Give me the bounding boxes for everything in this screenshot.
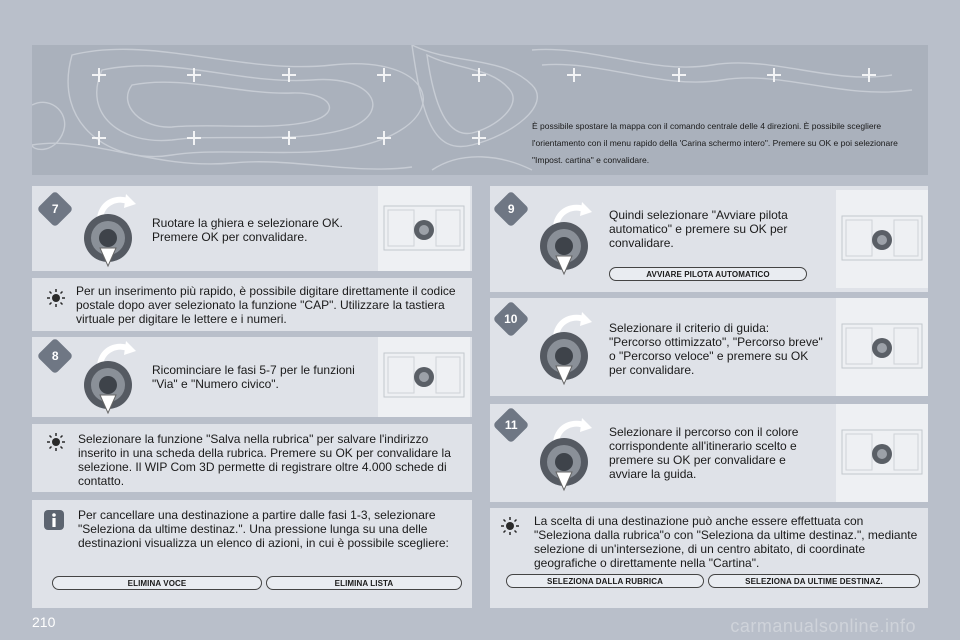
tip-panel-1 [32, 278, 472, 331]
light-bulb-icon [500, 516, 520, 536]
radio-device-illustration [836, 190, 928, 288]
step-10-text: Selezionare il criterio di guida: "Percorso ottimizzato", "Percorso breve" o "Percorso veloce" e premere su OK per convalidare. [609, 321, 823, 377]
info-panel [32, 500, 472, 608]
select-from-recent-destinations-button[interactable]: SELEZIONA DA ULTIME DESTINAZ. [708, 574, 920, 588]
radio-device-illustration [378, 337, 470, 417]
step-panel-9 [490, 186, 928, 292]
step-panel-7 [32, 186, 472, 271]
step-panel-8 [32, 337, 472, 417]
rotary-knob-icon [534, 308, 594, 388]
radio-device-illustration [836, 404, 928, 502]
step-number-badge: 9 [493, 191, 530, 228]
tip-2-text: Selezionare la funzione "Salva nella rubrica" per salvare l'indirizzo inserito in una scheda della rubrica. Premere su OK per convalidare la selezione. Il WIP Com 3D permette di registrare oltre 4.000 schede di contatto. [78, 432, 451, 488]
step-number-badge: 7 [37, 191, 74, 228]
info-text: Per cancellare una destinazione a partire dalle fasi 1-3, selezionare "Seleziona da ultime destinaz.". Una pressione lunga su una delle destinazioni visualizza un elenco di azioni, in cui è possibile scegliere: [78, 508, 449, 550]
select-from-contacts-button[interactable]: SELEZIONA DALLA RUBRICA [506, 574, 704, 588]
radio-device-illustration [378, 186, 470, 271]
radio-device-illustration [836, 298, 928, 396]
tip-1-text: Per un inserimento più rapido, è possibile digitare direttamente il codice postale dopo aver selezionato la funzione "CAP". Utilizzare la tastiera virtuale per digitare le lettere e i numeri. [76, 284, 456, 326]
rotary-knob-icon [534, 414, 594, 494]
delete-list-button[interactable]: ELIMINA LISTA [266, 576, 462, 590]
step-number-badge: 8 [37, 338, 74, 375]
tip-3-text: La scelta di una destinazione può anche essere effettuata con "Seleziona dalla rubrica"o con "Seleziona da ultime destinaz.", mediante selezione di un'intersezione, di un centro abitato, di coordinate geografiche o direttamente nella "Cartina". [534, 514, 918, 570]
step-number-badge: 11 [493, 407, 530, 444]
step-9-text: Quindi selezionare "Avviare pilota automatico" e premere su OK per convalidare. [609, 208, 788, 250]
page-number: 210 [32, 614, 56, 630]
tip-panel-3 [490, 508, 928, 608]
light-bulb-icon [46, 288, 66, 308]
tip-panel-2 [32, 424, 472, 492]
rotary-knob-icon [534, 198, 594, 278]
watermark: carmanualsonline.info [730, 616, 916, 636]
step-number-badge: 10 [493, 301, 530, 338]
delete-entry-button[interactable]: ELIMINA VOCE [52, 576, 262, 590]
start-guidance-button[interactable]: AVVIARE PILOTA AUTOMATICO [609, 267, 807, 281]
rotary-knob-icon [78, 337, 138, 417]
rotary-knob-icon [78, 190, 138, 270]
light-bulb-icon [46, 432, 66, 452]
step-panel-11 [490, 404, 928, 502]
step-8-text: Ricominciare le fasi 5-7 per le funzioni "Via" e "Numero civico". [152, 363, 355, 391]
map-banner [32, 45, 928, 175]
step-11-text: Selezionare il percorso con il colore corrispondente all'itinerario scelto e premere su OK per convalidare e avviare la guida. [609, 425, 799, 481]
step-7-text: Ruotare la ghiera e selezionare OK. Premere OK per convalidare. [152, 216, 343, 244]
info-icon [44, 510, 64, 530]
banner-text: È possibile spostare la mappa con il comando centrale delle 4 direzioni. È possibile scegliere l'orientamento con il menu rapido della 'Carina schermo intero". Premere su OK e poi selezionare "Impost. cartina" e convalidare. [532, 121, 898, 165]
step-panel-10 [490, 298, 928, 396]
